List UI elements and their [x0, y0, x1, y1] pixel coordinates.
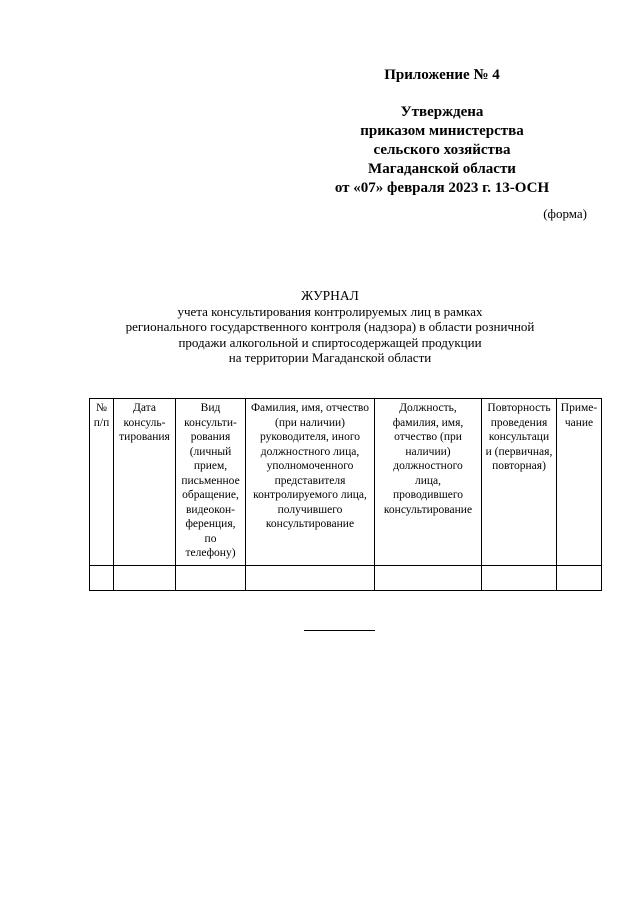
journal-subtitle-line: регионального государственного контроля (надзора) в области розничной	[125, 319, 535, 334]
journal-subtitle-line: продажи алкогольной и спиртосодержащей продукции	[178, 334, 482, 350]
journal-title: ЖУРНАЛ	[301, 288, 359, 303]
column-header-date: Дата консуль- тирования	[114, 399, 176, 566]
closing-divider-line	[304, 630, 375, 631]
table-cell	[114, 565, 176, 590]
column-header-recipient-name: Фамилия, имя, отчество (при наличии) руководителя, иного должностного лица, уполномоченного представителя контролируемого лица, получившего консультирование	[246, 399, 375, 566]
journal-subtitle-line: на территории Магаданской области	[228, 350, 432, 365]
journal-heading	[60, 288, 600, 366]
approval-line: сельского хозяйства	[373, 142, 511, 158]
approval-line: Утверждена	[400, 104, 484, 120]
table-cell	[246, 565, 375, 590]
column-header-official: Должность, фамилия, имя, отчество (при наличии) должностного лица, проводившего консультирование	[375, 399, 482, 566]
column-header-repetition: Повторность проведения консультаци и (первичная, повторная)	[482, 399, 557, 566]
column-header-consultation-type: Вид консульти- рования (личный прием, письменное обращение, видеокон- ференция, по телефону)	[176, 399, 246, 566]
form-label: (форма)	[543, 206, 587, 221]
column-header-note: Приме- чание	[557, 399, 602, 566]
table-cell	[176, 565, 246, 590]
table-row	[90, 565, 602, 590]
approval-date-line: от «07» февраля 2023 г. 13-ОСН	[334, 180, 550, 196]
approval-block	[300, 66, 584, 198]
table-cell	[482, 565, 557, 590]
table-cell	[90, 565, 114, 590]
appendix-number: Приложение № 4	[384, 67, 500, 83]
approval-line: Магаданской области	[368, 161, 516, 177]
column-header-number: № п/п	[90, 399, 114, 566]
approval-line: приказом министерства	[360, 123, 524, 139]
table-cell	[375, 565, 482, 590]
journal-subtitle-line: учета консультирования контролируемых лиц в рамках	[177, 303, 483, 319]
journal-table	[89, 398, 602, 591]
table-cell	[557, 565, 602, 590]
table-header-row	[90, 399, 602, 566]
